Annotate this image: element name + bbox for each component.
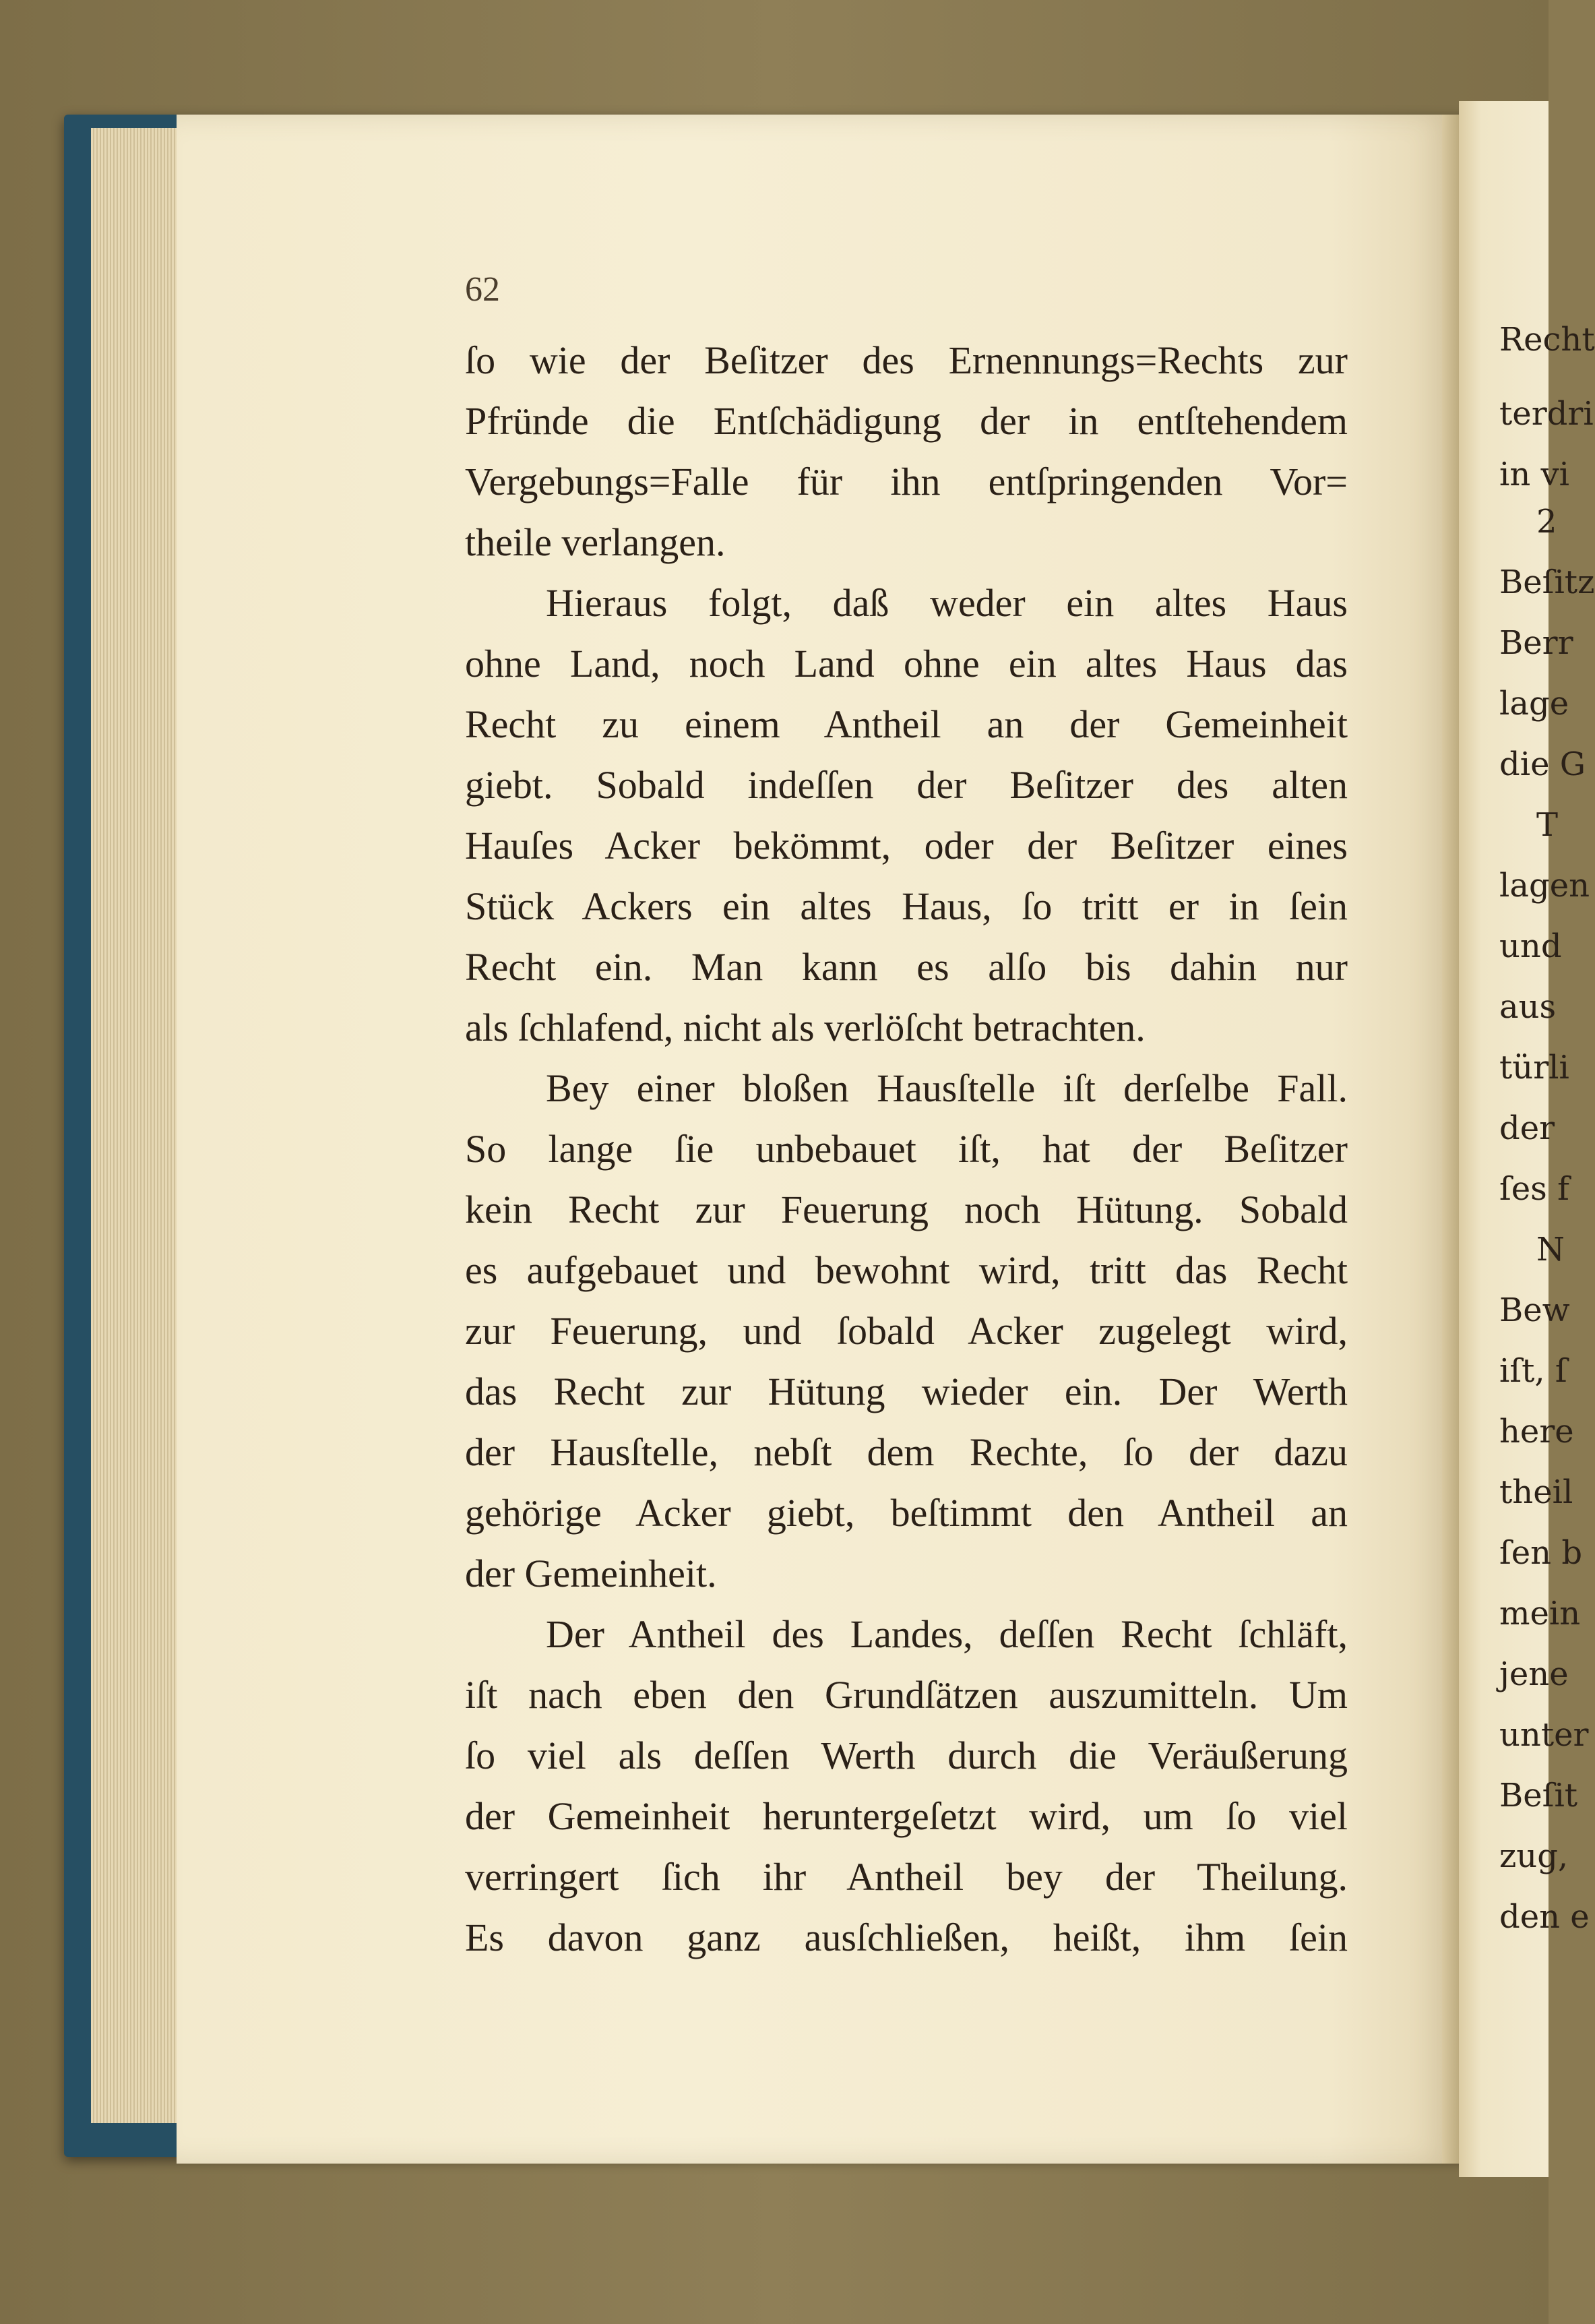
facing-fragment: zug, <box>1499 1837 1569 1875</box>
facing-fragment: Bew <box>1499 1291 1570 1329</box>
facing-fragment: ſen b <box>1499 1534 1583 1572</box>
text-line: Stück Ackers ein altes Haus, ſo tritt er in ſein <box>465 884 1348 928</box>
facing-fragment: lage <box>1499 685 1569 723</box>
text-line: ſo wie der Beſitzer des Ernennungs=Rechts zur <box>465 338 1348 382</box>
facing-fragment: unter <box>1499 1716 1589 1754</box>
facing-fragment: terdri <box>1499 395 1594 433</box>
text-line: Hieraus folgt, daß weder ein altes Haus <box>546 581 1348 625</box>
facing-fragment: aus <box>1499 988 1557 1026</box>
facing-fragment: Beſit <box>1499 1777 1578 1814</box>
facing-fragment: in vi <box>1499 456 1569 493</box>
text-line: gehörige Acker giebt, beſtimmt den Antheil an <box>465 1491 1348 1535</box>
facing-fragment: T <box>1536 806 1559 844</box>
text-line: der Hausſtelle, nebſt dem Rechte, ſo der dazu <box>465 1430 1348 1474</box>
text-line: Pfründe die Entſchädigung der in entſtehendem <box>465 399 1348 443</box>
facing-fragment: jene <box>1499 1655 1569 1693</box>
facing-fragment: mein <box>1499 1595 1581 1632</box>
text-line: es aufgebauet und bewohnt wird, tritt das Recht <box>465 1248 1348 1292</box>
facing-fragment: N <box>1536 1231 1565 1268</box>
text-line: theile verlangen. <box>465 520 726 564</box>
text-line: kein Recht zur Feuerung noch Hütung. Sobald <box>465 1188 1348 1231</box>
facing-fragment: here <box>1499 1413 1574 1450</box>
page-text-block <box>465 330 1348 1968</box>
text-line: Es davon ganz ausſchließen, heißt, ihm ſein <box>465 1916 1348 1959</box>
facing-fragment: lagen <box>1499 867 1590 905</box>
text-line: So lange ſie unbebauet iſt, hat der Beſitzer <box>465 1127 1348 1171</box>
facing-fragment: die G <box>1499 745 1586 783</box>
facing-page-edge <box>1459 101 1595 2177</box>
text-line: giebt. Sobald indeſſen der Beſitzer des alten <box>465 763 1348 807</box>
text-line: Vergebungs=Falle für ihn entſpringenden Vor= <box>465 460 1348 503</box>
text-line: der Gemeinheit. <box>465 1552 717 1595</box>
facing-fragment: Recht <box>1499 321 1595 359</box>
text-line: verringert ſich ihr Antheil bey der Theilung. <box>465 1855 1348 1899</box>
facing-fragment: der <box>1499 1109 1555 1147</box>
text-line: ſo viel als deſſen Werth durch die Veräußerung <box>465 1734 1348 1777</box>
text-line: das Recht zur Hütung wieder ein. Der Werth <box>465 1370 1348 1413</box>
facing-fragment: und <box>1499 927 1562 965</box>
facing-fragment: den e <box>1499 1898 1590 1936</box>
facing-fragment: türli <box>1499 1049 1569 1087</box>
facing-fragment: Beſitz <box>1499 563 1595 601</box>
text-line: Hauſes Acker bekömmt, oder der Beſitzer eines <box>465 824 1348 867</box>
text-line: Bey einer bloßen Hausſtelle iſt derſelbe Fall. <box>546 1066 1348 1110</box>
facing-fragment: theil <box>1499 1473 1573 1511</box>
facing-fragment: 2 <box>1536 503 1557 541</box>
text-line: Recht ein. Man kann es alſo bis dahin nur <box>465 945 1348 989</box>
page-edge-stack <box>91 128 179 2123</box>
text-line: der Gemeinheit heruntergeſetzt wird, um ſo viel <box>465 1794 1348 1838</box>
text-line: iſt nach eben den Grundſätzen auszumitteln. Um <box>465 1673 1348 1717</box>
facing-fragment: iſt, ſ <box>1499 1352 1567 1390</box>
facing-fragment: Berr <box>1499 624 1573 662</box>
facing-fragment: ſes f <box>1499 1170 1569 1208</box>
text-line: Der Antheil des Landes, deſſen Recht ſchläft, <box>546 1612 1348 1656</box>
text-line: Recht zu einem Antheil an der Gemeinheit <box>465 702 1348 746</box>
page-number: 62 <box>465 270 500 309</box>
text-line: als ſchlafend, nicht als verlöſcht betrachten. <box>465 1006 1146 1049</box>
text-line: ohne Land, noch Land ohne ein altes Haus das <box>465 642 1348 685</box>
text-line: zur Feuerung, und ſobald Acker zugelegt wird, <box>465 1309 1348 1353</box>
